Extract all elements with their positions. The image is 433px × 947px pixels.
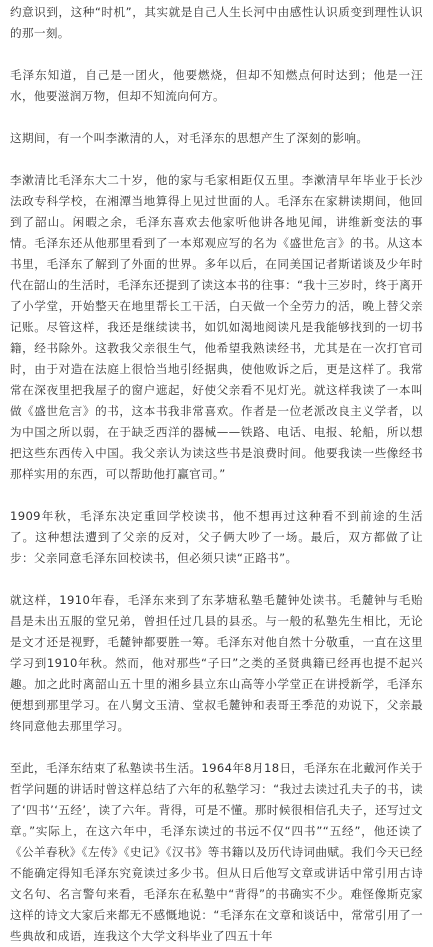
article-paragraph: 李漱清比毛泽东大二十岁，他的家与毛家相距仅五里。李漱清早年毕业于长沙法政专科学校，在湘潭当地算得上见过世面的人。毛泽东在家耕读期间，他回到了韶山。闲暇之余，毛泽东喜欢去他家听他讲各地见闻，讲维新变法的事情。毛泽东还从他那里看到了一本郑观应写的名为《盛世危言》的书。从这本书里，毛泽东了解到了外面的世界。多年以后，在同美国记者斯诺谈及少年时代在韶山的生活时，毛泽东还提到了读这本书的往事：“我十三岁时，终于离开了小学堂，开始整天在地里帮长工干活，白天做一个全劳力的活，晚上替父亲记账。尽管这样，我还是继续读书，如饥如渴地阅读凡是我能够找到的一切书籍，经书除外。这教我父亲很生气，他希望我熟读经书，尤其是在一次打官司时，由于对造在法庭上很恰当地引经据典，使他败诉之后，更是这样了。我常常在深夜里把我屋子的窗户遮起，好使父亲看不见灯光。就这样我读了一本叫做《盛世危言》的书，这本书我非常喜欢。作者是一位老派改良主义学者，以为中国之所以弱，在于缺乏西洋的器械——铁路、电话、电报、轮船，所以想把这些东西传入中国。我父亲认为读这些书是浪费时间。他要我读一些像经书那样实用的东西，可以帮助他打赢官司。”	[10, 173, 423, 481]
article-paragraph: 毛泽东知道，自己是一团火，他要燃烧，但却不知燃点何时达到；他是一汪水，他要滋润万物，但却不知流向何方。	[10, 68, 423, 103]
article-paragraph: 1909年秋，毛泽东决定重回学校读书，他不想再过这种看不到前途的生活了。这种想法遭到了父亲的反对，父子俩大吵了一场。最后，双方都做了让步：父亲同意毛泽东回校读书，但必须只读“正路书”。	[10, 509, 423, 565]
article-paragraph: 约意识到，这种“时机”，其实就是自己人生长河中由感性认识质变到理性认识的那一刻。	[10, 5, 423, 40]
article-paragraph: 这期间，有一个叫李漱清的人，对毛泽东的思想产生了深刻的影响。	[10, 131, 369, 145]
article-paragraph: 至此，毛泽东结束了私塾读书生活。1964年8月18日，毛泽东在北戴河作关于哲学问题的讲话时曾这样总结了六年的私塾学习：“我过去读过孔夫子的书，读了‘四书’‘五经’，读了六年。背得，可是不懂。那时候很相信孔夫子，还写过文章。”实际上，在这六年中，毛泽东读过的书远不仅“四书”“五经”，他还读了《公羊春秋》《左传》《史记》《汉书》等书籍以及历代诗词曲赋。我们今天已经不能确定得知毛泽东究竟读过多少书。但从日后他写文章或讲话中常引用古诗文名句、名言警句来看，毛泽东在私塾中“背得”的书确实不少。难怪像斯克家这样的诗文大家后来都无不感慨地说：“毛泽东在文章和谈话中，常常引用了一些典故和成语，连我这个大学文科毕业了四五十年	[10, 761, 423, 943]
article-body	[10, 2, 423, 947]
article-paragraph: 就这样，1910年春，毛泽东来到了东茅塘私塾毛麓钟处读书。毛麓钟与毛贻昌是未出五服的堂兄弟，曾担任过几县的县丞。与一般的私塾先生相比，无论是文才还是视野，毛麓钟都要胜一筹。毛泽东对他自然十分敬重，一直在这里学习到1910年秋。然而，他对那些“子曰”之类的圣贤典籍已经再也提不起兴趣。加之此时离韶山五十里的湘乡县立东山高等小学堂正在讲授新学，毛泽东便想到那里学习。在八舅文玉清、堂叔毛麓钟和表哥王季范的劝说下，父亲最终同意他去那里学习。	[10, 593, 423, 733]
